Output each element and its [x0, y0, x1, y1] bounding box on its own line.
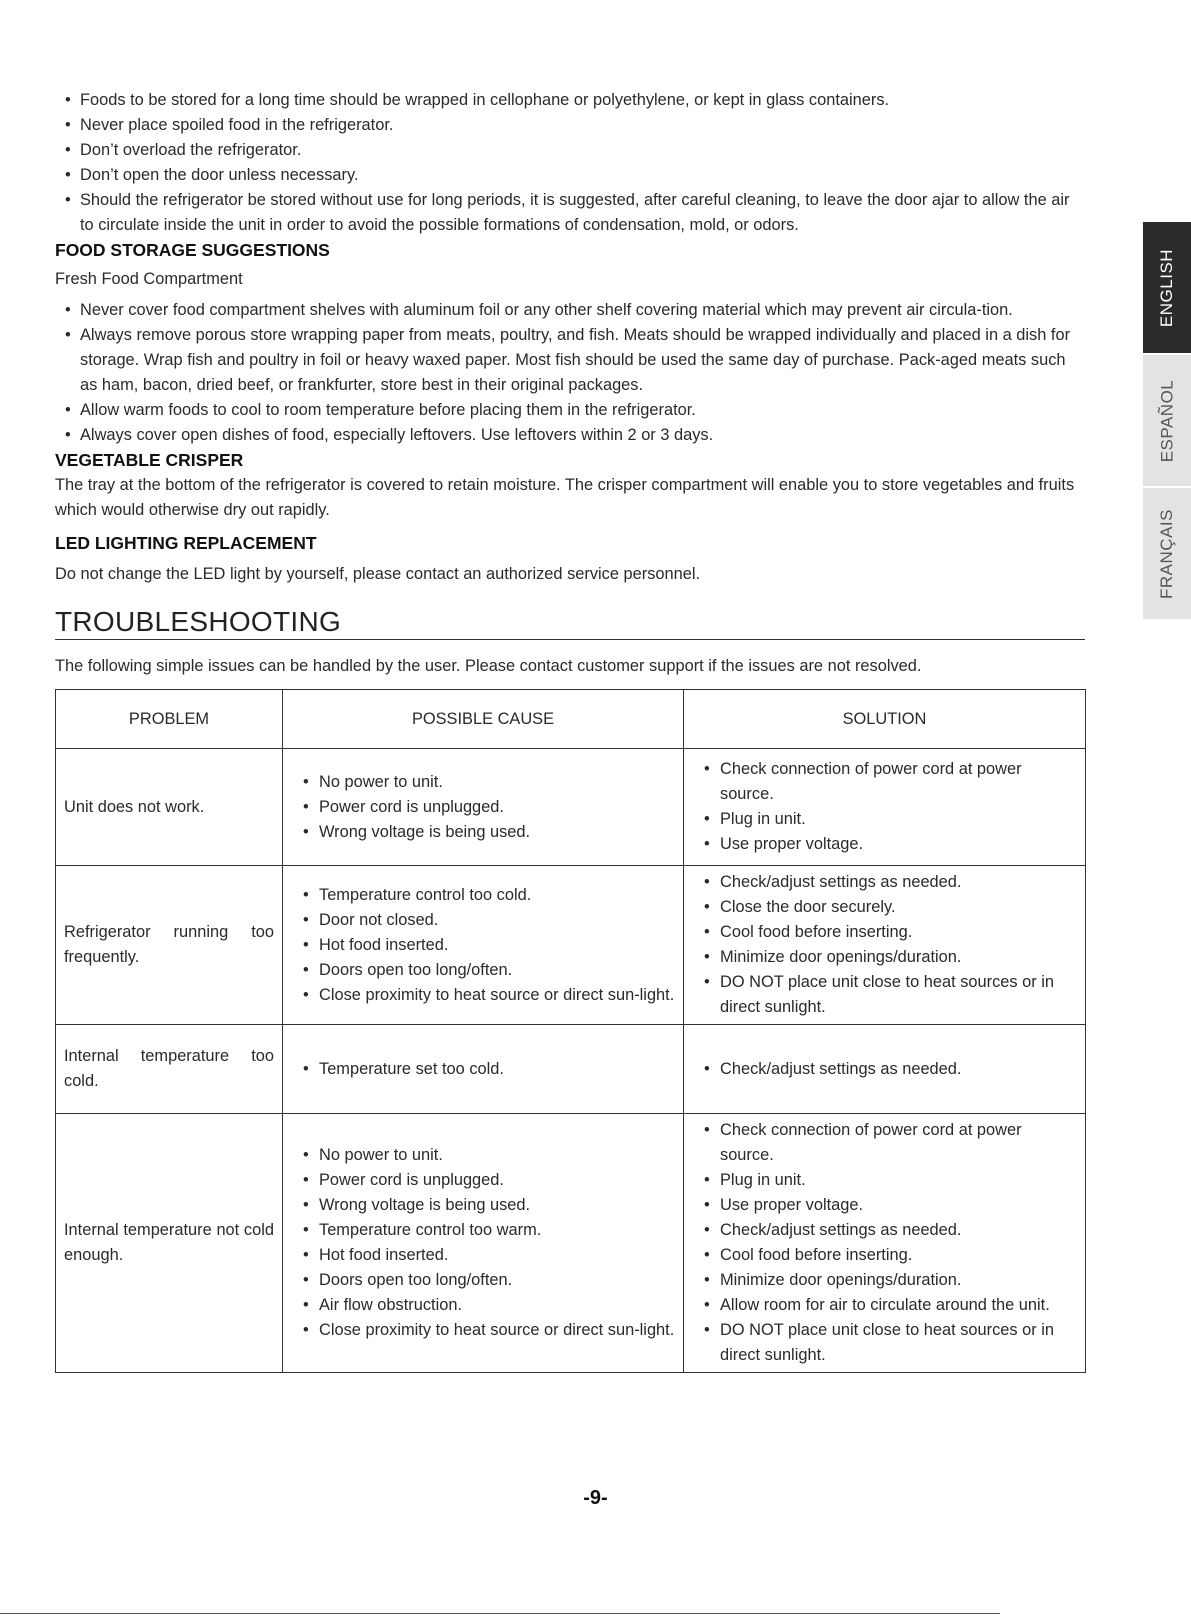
solution-cell	[684, 866, 1086, 1025]
problem-cell: Internal temperature not cold enough.	[56, 1114, 283, 1373]
list-item: • Minimize door openings/duration.	[696, 1268, 1077, 1293]
page-number: -9-	[583, 1487, 608, 1509]
list-item: • Temperature set too cold.	[295, 1057, 675, 1082]
cause-cell	[283, 866, 684, 1025]
table-row	[56, 1114, 1086, 1373]
list-item: • Foods to be stored for a long time should be wrapped in cellophane or polyethylene, or kept in glass containers.	[55, 88, 1085, 113]
list-item: • Use proper voltage.	[696, 832, 1077, 857]
list-item: • DO NOT place unit close to heat sources or in direct sunlight.	[696, 970, 1077, 1020]
list-item: • Never place spoiled food in the refrigerator.	[55, 113, 1085, 138]
led-text: Do not change the LED light by yourself, please contact an authorized service personnel.	[55, 565, 701, 583]
troubleshooting-title: TROUBLESHOOTING	[55, 605, 1085, 640]
tab-english[interactable]	[1143, 222, 1191, 353]
list-item: • Plug in unit.	[696, 1168, 1077, 1193]
tab-label: ESPAÑOL	[1157, 379, 1176, 462]
list-item: • Check connection of power cord at power source.	[696, 757, 1077, 807]
list-item: • Cool food before inserting.	[696, 920, 1077, 945]
list-item: • Check/adjust settings as needed.	[696, 1218, 1077, 1243]
list-item: • Doors open too long/often.	[295, 958, 675, 983]
food-storage-heading: FOOD STORAGE SUGGESTIONS	[55, 240, 330, 260]
table-header-row	[56, 690, 1086, 749]
list-item: • Never cover food compartment shelves with aluminum foil or any other shelf covering material which may prevent air circula-tion.	[55, 298, 1085, 323]
list-item: • Allow room for air to circulate around the unit.	[696, 1293, 1077, 1318]
list-item: • Always cover open dishes of food, especially leftovers. Use leftovers within 2 or 3 days.	[55, 423, 1085, 448]
food-storage-bullet-list	[55, 298, 1085, 448]
header-possible-cause: POSSIBLE CAUSE	[283, 690, 684, 749]
list-item: • Check/adjust settings as needed.	[696, 870, 1077, 895]
fresh-food-subheading: Fresh Food Compartment	[55, 270, 243, 288]
troubleshooting-table	[55, 689, 1086, 1373]
list-item: • Door not closed.	[295, 908, 675, 933]
list-item: • Hot food inserted.	[295, 1243, 675, 1268]
list-item: • Hot food inserted.	[295, 933, 675, 958]
cause-cell	[283, 1025, 684, 1114]
tab-francais[interactable]	[1143, 488, 1191, 619]
list-item: • DO NOT place unit close to heat sources or in direct sunlight.	[696, 1318, 1077, 1368]
footer-divider	[0, 1613, 1000, 1614]
tab-label: FRANÇAIS	[1157, 508, 1176, 599]
list-item: • Close proximity to heat source or direct sun-light.	[295, 983, 675, 1008]
list-item: • No power to unit.	[295, 770, 675, 795]
cause-cell	[283, 749, 684, 866]
vegetable-crisper-text: The tray at the bottom of the refrigerator is covered to retain moisture. The crisper compartment will enable you to store vegetables and fruits which would otherwise dry out rapidly.	[55, 476, 1075, 519]
list-item: • Don’t overload the refrigerator.	[55, 138, 1085, 163]
tab-espanol[interactable]	[1143, 355, 1191, 486]
language-tabs	[1143, 222, 1191, 621]
list-item: • Always remove porous store wrapping paper from meats, poultry, and fish. Meats should be wrapped individually and placed in a dish for storage. Wrap fish and poultry in foil or heavy waxed paper. Most fish should be used the same day of purchase. Pack-aged meats such as ham, bacon, dried beef, or frankfurter, store best in their original packages.	[55, 323, 1085, 398]
tab-label: ENGLISH	[1157, 248, 1177, 327]
list-item: • Doors open too long/often.	[295, 1268, 675, 1293]
led-heading: LED LIGHTING REPLACEMENT	[55, 533, 317, 553]
problem-cell: Refrigerator running too frequently.	[56, 866, 283, 1025]
page-content	[55, 88, 1085, 1373]
table-row	[56, 1025, 1086, 1114]
list-item: • Should the refrigerator be stored without use for long periods, it is suggested, after careful cleaning, to leave the door ajar to allow the air to circulate inside the unit in order to avoid the possible formations of condensation, mold, or odors.	[55, 188, 1085, 238]
problem-cell: Unit does not work.	[56, 749, 283, 866]
list-item: • Temperature control too cold.	[295, 883, 675, 908]
header-problem: PROBLEM	[56, 690, 283, 749]
solution-cell	[684, 1025, 1086, 1114]
list-item: • Power cord is unplugged.	[295, 795, 675, 820]
list-item: • Check connection of power cord at power source.	[696, 1118, 1077, 1168]
list-item: • No power to unit.	[295, 1143, 675, 1168]
header-solution: SOLUTION	[684, 690, 1086, 749]
solution-cell	[684, 749, 1086, 866]
top-bullet-list	[55, 88, 1085, 238]
list-item: • Minimize door openings/duration.	[696, 945, 1077, 970]
table-row	[56, 866, 1086, 1025]
list-item: • Wrong voltage is being used.	[295, 1193, 675, 1218]
list-item: • Close proximity to heat source or direct sun-light.	[295, 1318, 675, 1343]
list-item: • Air flow obstruction.	[295, 1293, 675, 1318]
solution-cell	[684, 1114, 1086, 1373]
troubleshooting-intro: The following simple issues can be handled by the user. Please contact customer support if the issues are not resolved.	[55, 657, 922, 675]
list-item: • Plug in unit.	[696, 807, 1077, 832]
table-row	[56, 749, 1086, 866]
list-item: • Check/adjust settings as needed.	[696, 1057, 1077, 1082]
list-item: • Power cord is unplugged.	[295, 1168, 675, 1193]
list-item: • Don’t open the door unless necessary.	[55, 163, 1085, 188]
list-item: • Temperature control too warm.	[295, 1218, 675, 1243]
vegetable-crisper-heading: VEGETABLE CRISPER	[55, 450, 244, 470]
list-item: • Close the door securely.	[696, 895, 1077, 920]
cause-cell	[283, 1114, 684, 1373]
list-item: • Allow warm foods to cool to room temperature before placing them in the refrigerator.	[55, 398, 1085, 423]
list-item: • Cool food before inserting.	[696, 1243, 1077, 1268]
list-item: • Wrong voltage is being used.	[295, 820, 675, 845]
problem-cell: Internal temperature too cold.	[56, 1025, 283, 1114]
list-item: • Use proper voltage.	[696, 1193, 1077, 1218]
